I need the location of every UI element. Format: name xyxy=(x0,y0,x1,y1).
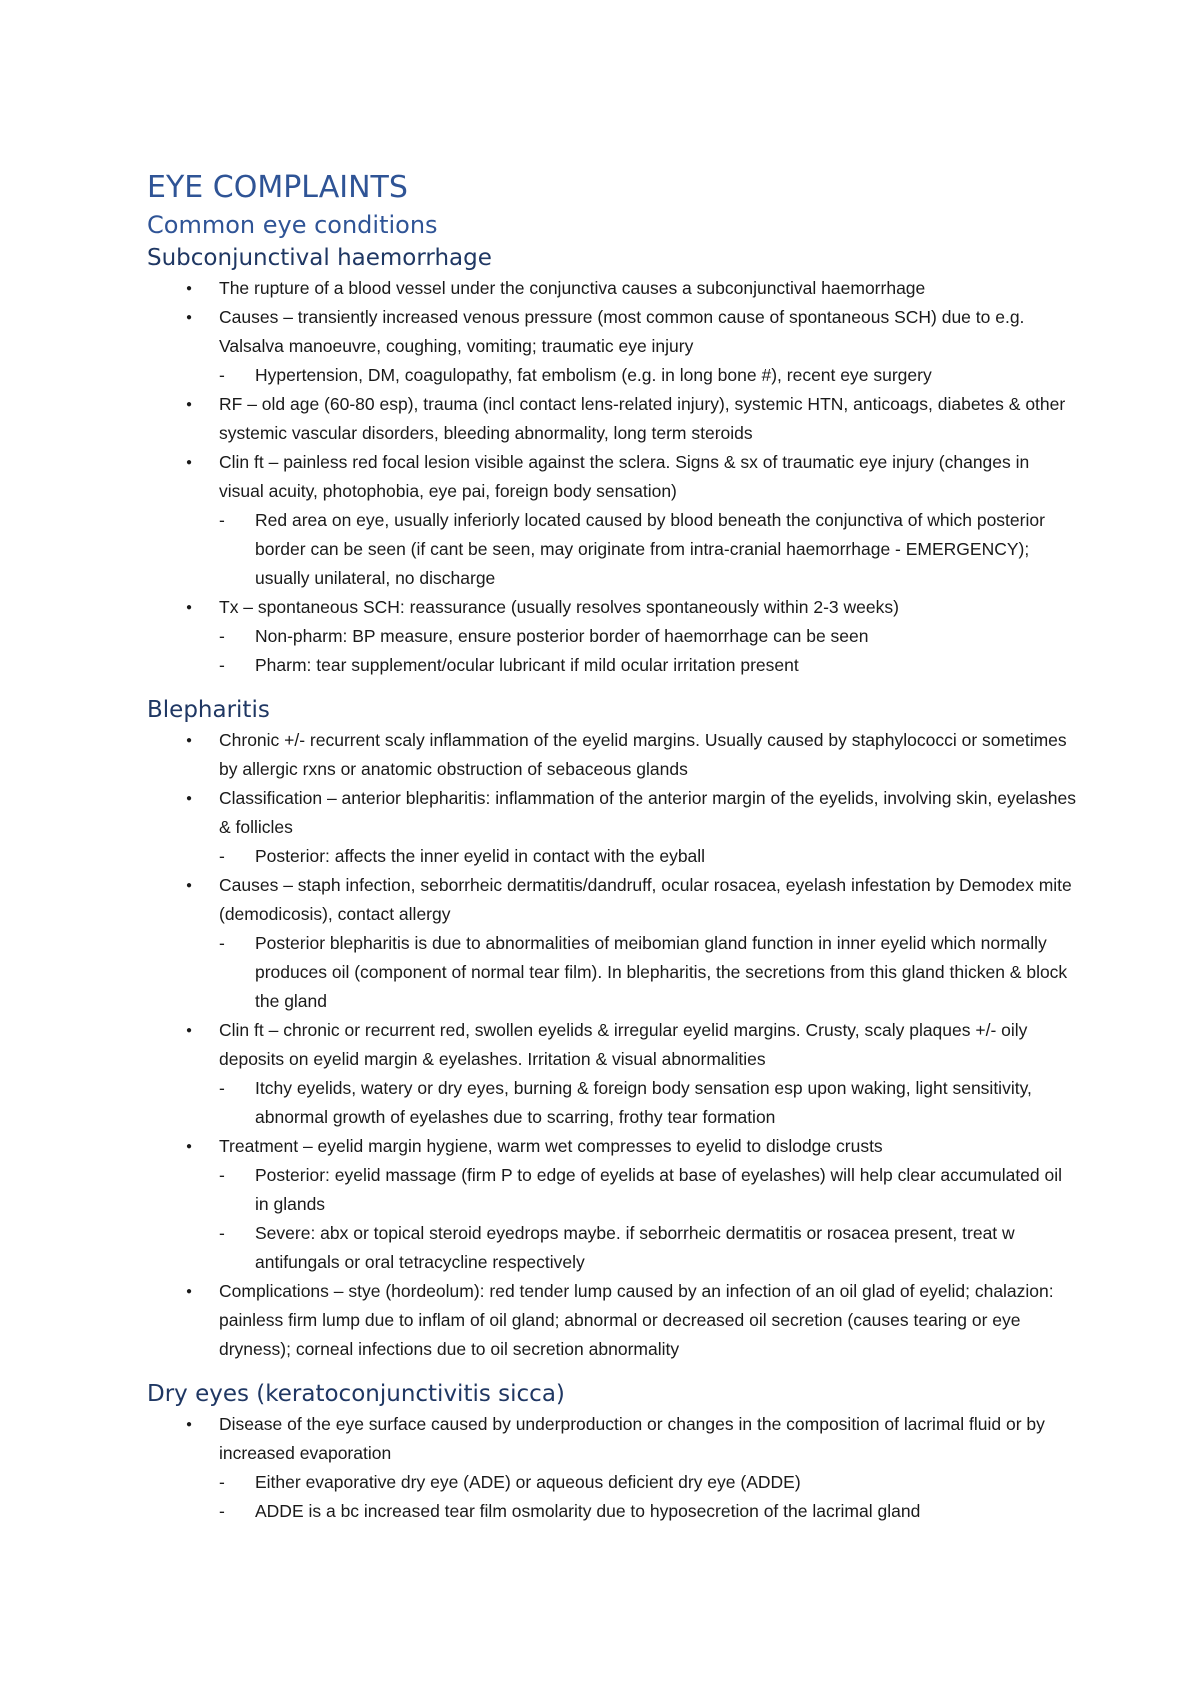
bullet-item xyxy=(147,390,1077,448)
bullet-text: ● Causes – transiently increased venous pressure (most common cause of spontaneous SCH) due to e.g. Valsalva manoeuvre, coughing, vomiting; traumatic eye injury xyxy=(219,307,1025,356)
bullet-item xyxy=(147,871,1077,1016)
bullet-item xyxy=(147,1016,1077,1132)
sub-item: - Posterior blepharitis is due to abnormalities of meibomian gland function in inner eyelid which normally produces oil (component of normal tear film). In blepharitis, the secretions from this gland thicken & block the gland xyxy=(219,929,1077,1016)
bullet-item xyxy=(147,1132,1077,1277)
bullet-list xyxy=(147,1410,1077,1526)
document-subtitle: Common eye conditions xyxy=(147,211,438,239)
bullet-item xyxy=(147,726,1077,784)
bullet-text: ● Disease of the eye surface caused by underproduction or changes in the composition of lacrimal fluid or by increased evaporation xyxy=(219,1414,1045,1463)
section-heading: Subconjunctival haemorrhage xyxy=(147,245,492,271)
bullet-text: ● Clin ft – chronic or recurrent red, swollen eyelids & irregular eyelid margins. Crusty, scaly plaques +/- oily deposits on eyelid margin & eyelashes. Irritation & visual abnormalities xyxy=(219,1020,1028,1069)
bullet-list xyxy=(147,726,1077,1364)
sub-list xyxy=(219,1074,1077,1132)
sub-item: - Severe: abx or topical steroid eyedrops maybe. if seborrheic dermatitis or rosacea present, treat w antifungals or oral tetracycline respectively xyxy=(219,1219,1077,1277)
bullet-text: ● Complications – stye (hordeolum): red tender lump caused by an infection of an oil glad of eyelid; chalazion: painless firm lump due to inflam of oil gland; abnormal or decreased oil secretion (causes tearing or eye dryness); corneal infections due to oil secretion abnormality xyxy=(219,1281,1054,1359)
document-page xyxy=(147,168,1077,1526)
section-heading: Dry eyes (keratoconjunctivitis sicca) xyxy=(147,1381,565,1407)
sections-container xyxy=(147,242,1077,1526)
sub-item: - Either evaporative dry eye (ADE) or aqueous deficient dry eye (ADDE) xyxy=(219,1468,1077,1497)
section xyxy=(147,694,1077,1364)
sub-item: - Itchy eyelids, watery or dry eyes, burning & foreign body sensation esp upon waking, light sensitivity, abnormal growth of eyelashes due to scarring, frothy tear formation xyxy=(219,1074,1077,1132)
sub-list xyxy=(219,622,1077,680)
sub-item: - Red area on eye, usually inferiorly located caused by blood beneath the conjunctiva of which posterior border can be seen (if cant be seen, may originate from intra-cranial haemorrhage - EMERGENCY); usually unilateral, no discharge xyxy=(219,506,1077,593)
sub-list xyxy=(219,842,1077,871)
bullet-item xyxy=(147,784,1077,871)
sub-list xyxy=(219,506,1077,593)
bullet-text: ● Classification – anterior blepharitis: inflammation of the anterior margin of the eyelids, involving skin, eyelashes & follicles xyxy=(219,788,1076,837)
bullet-text: ● Chronic +/- recurrent scaly inflammation of the eyelid margins. Usually caused by staphylococci or sometimes by allergic rxns or anatomic obstruction of sebaceous glands xyxy=(219,730,1067,779)
bullet-item xyxy=(147,593,1077,680)
bullet-item xyxy=(147,1410,1077,1526)
bullet-text: ● The rupture of a blood vessel under the conjunctiva causes a subconjunctival haemorrhage xyxy=(219,278,926,298)
section xyxy=(147,242,1077,680)
document-title: EYE COMPLAINTS xyxy=(147,170,408,205)
sub-item: - Posterior: eyelid massage (firm P to edge of eyelids at base of eyelashes) will help clear accumulated oil in glands xyxy=(219,1161,1077,1219)
sub-list xyxy=(219,929,1077,1016)
bullet-item xyxy=(147,274,1077,303)
sub-item: - Hypertension, DM, coagulopathy, fat embolism (e.g. in long bone #), recent eye surgery xyxy=(219,361,1077,390)
bullet-list xyxy=(147,274,1077,680)
sub-item: - Non-pharm: BP measure, ensure posterior border of haemorrhage can be seen xyxy=(219,622,1077,651)
sub-item: - Pharm: tear supplement/ocular lubricant if mild ocular irritation present xyxy=(219,651,1077,680)
bullet-text: ● RF – old age (60-80 esp), trauma (incl contact lens-related injury), systemic HTN, anticoags, diabetes & other systemic vascular disorders, bleeding abnormality, long term steroids xyxy=(219,394,1066,443)
bullet-text: ● Treatment – eyelid margin hygiene, warm wet compresses to eyelid to dislodge crusts xyxy=(219,1136,883,1156)
bullet-text: ● Causes – staph infection, seborrheic dermatitis/dandruff, ocular rosacea, eyelash infestation by Demodex mite (demodicosis), contact allergy xyxy=(219,875,1072,924)
sub-list xyxy=(219,361,1077,390)
bullet-text: ● Tx – spontaneous SCH: reassurance (usually resolves spontaneously within 2-3 weeks) xyxy=(219,597,899,617)
sub-list xyxy=(219,1161,1077,1277)
bullet-item xyxy=(147,303,1077,390)
sub-item: - Posterior: affects the inner eyelid in contact with the eyball xyxy=(219,842,1077,871)
sub-item: - ADDE is a bc increased tear film osmolarity due to hyposecretion of the lacrimal gland xyxy=(219,1497,1077,1526)
bullet-item xyxy=(147,1277,1077,1364)
sub-list xyxy=(219,1468,1077,1526)
section-heading: Blepharitis xyxy=(147,697,270,723)
bullet-item xyxy=(147,448,1077,593)
bullet-text: ● Clin ft – painless red focal lesion visible against the sclera. Signs & sx of traumatic eye injury (changes in visual acuity, photophobia, eye pai, foreign body sensation) xyxy=(219,452,1030,501)
section xyxy=(147,1378,1077,1526)
